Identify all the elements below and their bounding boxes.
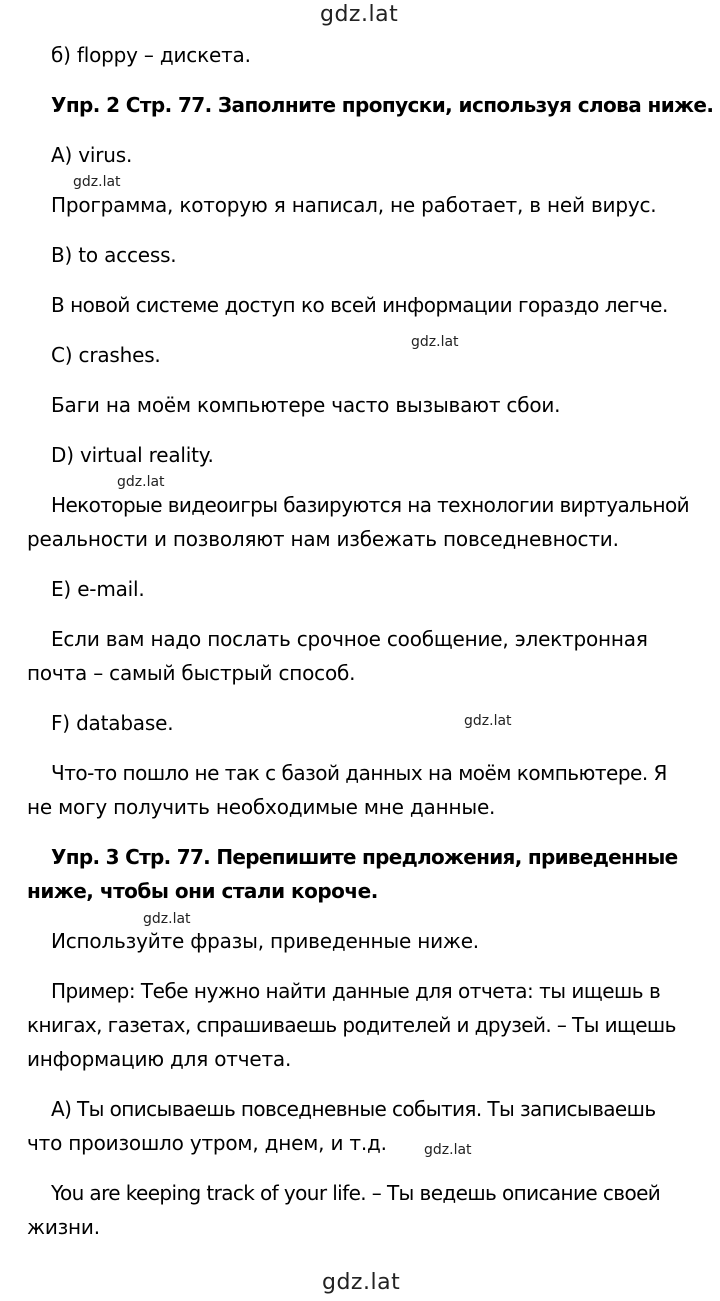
task-a-answer-1: You are keeping track of your life. – Ты ведешь описание своей xyxy=(51,1181,661,1205)
watermark-inline-1: gdz.lat xyxy=(73,174,121,190)
exercise-2-heading: Упр. 2 Стр. 77. Заполните пропуски, используя слова ниже. xyxy=(51,93,714,117)
instruction-line: Используйте фразы, приведенные ниже. xyxy=(51,929,479,953)
watermark-inline-3: gdz.lat xyxy=(117,474,165,490)
answer-d-sentence-1: Некоторые видеоигры базируются на технологии виртуальной xyxy=(51,493,690,517)
example-line-1: Пример: Тебе нужно найти данные для отчета: ты ищешь в xyxy=(51,979,661,1003)
exercise-3-heading-1: Упр. 3 Стр. 77. Перепишите предложения, приведенные xyxy=(51,845,678,869)
watermark-inline-2: gdz.lat xyxy=(411,334,459,350)
answer-a-sentence: Программа, которую я написал, не работает, в ней вирус. xyxy=(51,193,657,217)
watermark-inline-5: gdz.lat xyxy=(143,911,191,927)
example-line-2: книгах, газетах, спрашиваешь родителей и друзей. – Ты ищешь xyxy=(27,1013,676,1037)
exercise-3-heading-2: ниже, чтобы они стали короче. xyxy=(27,879,378,903)
watermark-top: gdz.lat xyxy=(320,2,399,27)
answer-f-word: F) database. xyxy=(51,711,174,735)
task-a-line-2: что произошло утром, днем, и т.д. xyxy=(27,1131,387,1155)
example-line-3: информацию для отчета. xyxy=(27,1047,292,1071)
answer-a-word: A) virus. xyxy=(51,143,133,167)
task-a-line-1: A) Ты описываешь повседневные события. Ты записываешь xyxy=(51,1097,656,1121)
answer-d-sentence-2: реальности и позволяют нам избежать повседневности. xyxy=(27,527,619,551)
answer-e-sentence-1: Если вам надо послать срочное сообщение, электронная xyxy=(51,627,648,651)
watermark-inline-4: gdz.lat xyxy=(464,713,512,729)
answer-f-sentence-2: не могу получить необходимые мне данные. xyxy=(27,795,496,819)
answer-b-sentence: В новой системе доступ ко всей информации гораздо легче. xyxy=(51,293,668,317)
answer-e-sentence-2: почта – самый быстрый способ. xyxy=(27,661,356,685)
watermark-bottom: gdz.lat xyxy=(322,1270,401,1295)
answer-b-word: B) to access. xyxy=(51,243,177,267)
answer-c-word: C) crashes. xyxy=(51,343,161,367)
answer-d-word: D) virtual reality. xyxy=(51,443,214,467)
answer-e-word: E) e-mail. xyxy=(51,577,145,601)
answer-c-sentence: Баги на моём компьютере часто вызывают сбои. xyxy=(51,393,561,417)
watermark-inline-6: gdz.lat xyxy=(424,1142,472,1158)
task-a-answer-2: жизни. xyxy=(27,1215,100,1239)
answer-line-floppy: б) floppy – дискета. xyxy=(51,43,251,67)
answer-f-sentence-1: Что-то пошло не так с базой данных на моём компьютере. Я xyxy=(51,761,667,785)
